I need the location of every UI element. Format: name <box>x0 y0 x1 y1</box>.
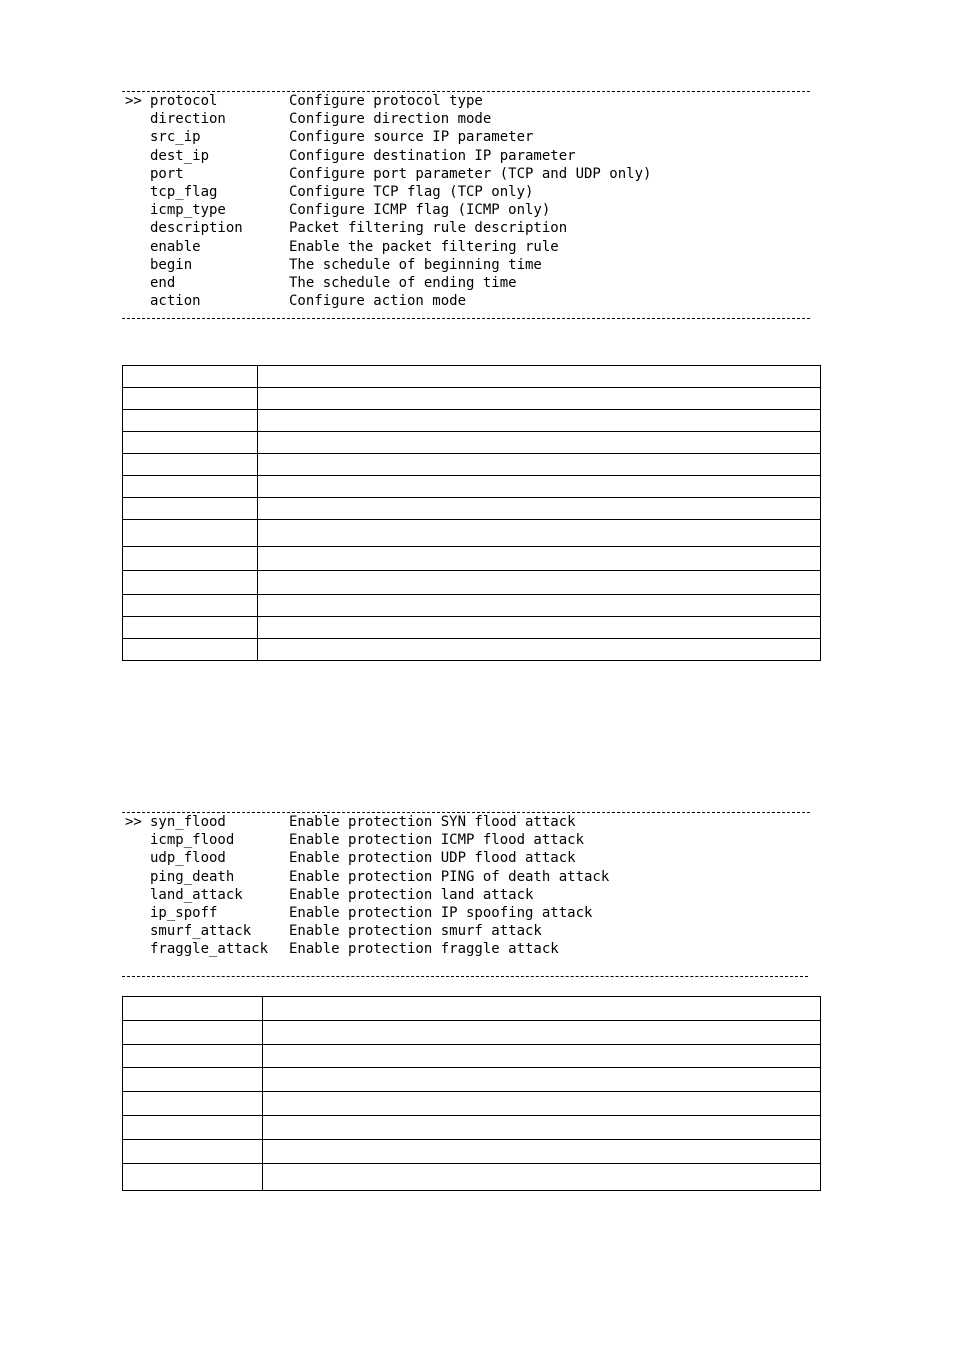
command-row <box>122 849 810 867</box>
table-row <box>123 1045 821 1068</box>
table-row <box>123 388 821 410</box>
command-row <box>122 292 810 310</box>
command-row <box>122 868 810 886</box>
prompt-marker: >> <box>125 814 142 830</box>
command-name: end <box>150 274 176 291</box>
table-cell <box>258 617 821 639</box>
command-description: Enable protection fraggle attack <box>289 941 559 958</box>
command-row <box>122 922 810 940</box>
table-row <box>123 498 821 520</box>
table-cell <box>123 366 258 388</box>
command-name: land_attack <box>150 886 243 903</box>
command-name: ip_spoff <box>150 904 218 921</box>
table-cell <box>263 1092 821 1116</box>
bottom-divider <box>122 318 810 319</box>
table-cell <box>123 1021 263 1045</box>
command-row <box>122 219 810 237</box>
table-row <box>123 410 821 432</box>
table-row <box>123 1116 821 1140</box>
attack-command-table <box>122 996 821 1191</box>
command-description: The schedule of beginning time <box>289 256 542 273</box>
table-cell <box>258 388 821 410</box>
table-cell <box>258 366 821 388</box>
command-name: src_ip <box>150 129 201 146</box>
command-row <box>122 238 810 256</box>
table-row <box>123 366 821 388</box>
command-description: Configure direction mode <box>289 111 492 128</box>
attack-command-list <box>122 813 810 959</box>
filter-command-list <box>122 92 810 310</box>
table-cell <box>123 547 258 571</box>
command-row <box>122 831 810 849</box>
command-row <box>122 201 810 219</box>
command-description: Enable protection IP spoofing attack <box>289 904 593 921</box>
command-description: Configure action mode <box>289 293 467 310</box>
command-row <box>122 128 810 146</box>
bottom-divider <box>122 976 808 977</box>
command-description: Enable protection smurf attack <box>289 923 542 940</box>
command-row <box>122 940 810 958</box>
command-description: Enable protection SYN flood attack <box>289 814 576 830</box>
table-cell <box>258 547 821 571</box>
command-name: port <box>150 165 184 182</box>
command-name: direction <box>150 111 226 128</box>
table-cell <box>258 498 821 520</box>
command-name: ping_death <box>150 868 235 885</box>
command-row <box>122 147 810 165</box>
table-cell <box>263 1164 821 1191</box>
table-cell <box>123 520 258 547</box>
table-cell <box>123 432 258 454</box>
table-cell <box>123 410 258 432</box>
command-row <box>122 92 810 110</box>
command-description: Configure ICMP flag (ICMP only) <box>289 202 551 219</box>
table-row <box>123 520 821 547</box>
table-cell <box>263 1068 821 1092</box>
table-row <box>123 476 821 498</box>
table-row <box>123 1068 821 1092</box>
table-cell <box>258 571 821 595</box>
table-row <box>123 617 821 639</box>
table-cell <box>258 432 821 454</box>
table-cell <box>123 1140 263 1164</box>
table-cell <box>123 388 258 410</box>
command-name: fraggle_attack <box>150 941 269 958</box>
command-name: tcp_flag <box>150 183 218 200</box>
command-description: Configure protocol type <box>289 93 483 109</box>
table-cell <box>123 498 258 520</box>
command-name: begin <box>150 256 193 273</box>
table-cell <box>123 1045 263 1068</box>
command-name: icmp_flood <box>150 832 235 849</box>
table-row <box>123 1092 821 1116</box>
command-description: Configure port parameter (TCP and UDP only) <box>289 165 652 182</box>
command-description: Configure source IP parameter <box>289 129 534 146</box>
table-row <box>123 1021 821 1045</box>
table-cell <box>258 520 821 547</box>
table-row <box>123 595 821 617</box>
table-cell <box>123 997 263 1021</box>
table-row <box>123 997 821 1021</box>
command-row <box>122 183 810 201</box>
command-row <box>122 274 810 292</box>
table-row <box>123 454 821 476</box>
table-cell <box>263 1045 821 1068</box>
command-row <box>122 256 810 274</box>
table-cell <box>258 639 821 661</box>
table-cell <box>123 571 258 595</box>
filter-command-table <box>122 365 821 661</box>
table-row <box>123 571 821 595</box>
command-name: dest_ip <box>150 147 210 164</box>
command-row <box>122 165 810 183</box>
attack-command-block <box>122 812 810 977</box>
command-name: enable <box>150 238 201 255</box>
command-description: Enable the packet filtering rule <box>289 238 559 255</box>
table-row <box>123 1140 821 1164</box>
command-description: Enable protection land attack <box>289 886 534 903</box>
table-row <box>123 547 821 571</box>
table-cell <box>258 595 821 617</box>
command-row <box>122 813 810 831</box>
table-cell <box>263 1021 821 1045</box>
table-cell <box>123 1164 263 1191</box>
command-description: Configure destination IP parameter <box>289 147 576 164</box>
table-cell <box>123 1116 263 1140</box>
command-row <box>122 886 810 904</box>
table-cell <box>123 454 258 476</box>
table-cell <box>258 454 821 476</box>
table-cell <box>263 997 821 1021</box>
table-cell <box>123 617 258 639</box>
command-description: Enable protection ICMP flood attack <box>289 832 585 849</box>
command-name: syn_flood <box>150 814 226 830</box>
command-description: Packet filtering rule description <box>289 220 568 237</box>
command-description: The schedule of ending time <box>289 274 517 291</box>
table-cell <box>263 1116 821 1140</box>
table-cell <box>123 1068 263 1092</box>
table-cell <box>123 476 258 498</box>
table-row <box>123 1164 821 1191</box>
command-name: description <box>150 220 243 237</box>
table-cell <box>123 595 258 617</box>
table-cell <box>123 639 258 661</box>
command-row <box>122 904 810 922</box>
prompt-marker: >> <box>125 93 142 109</box>
table-row <box>123 432 821 454</box>
filter-command-block <box>122 91 810 319</box>
command-name: udp_flood <box>150 850 226 867</box>
command-name: action <box>150 293 201 310</box>
command-name: smurf_attack <box>150 923 252 940</box>
table-cell <box>123 1092 263 1116</box>
command-name: protocol <box>150 93 218 109</box>
command-description: Enable protection UDP flood attack <box>289 850 576 867</box>
command-description: Enable protection PING of death attack <box>289 868 610 885</box>
table-cell <box>263 1140 821 1164</box>
command-description: Configure TCP flag (TCP only) <box>289 183 534 200</box>
command-name: icmp_type <box>150 202 226 219</box>
table-row <box>123 639 821 661</box>
table-cell <box>258 476 821 498</box>
command-row <box>122 110 810 128</box>
table-cell <box>258 410 821 432</box>
